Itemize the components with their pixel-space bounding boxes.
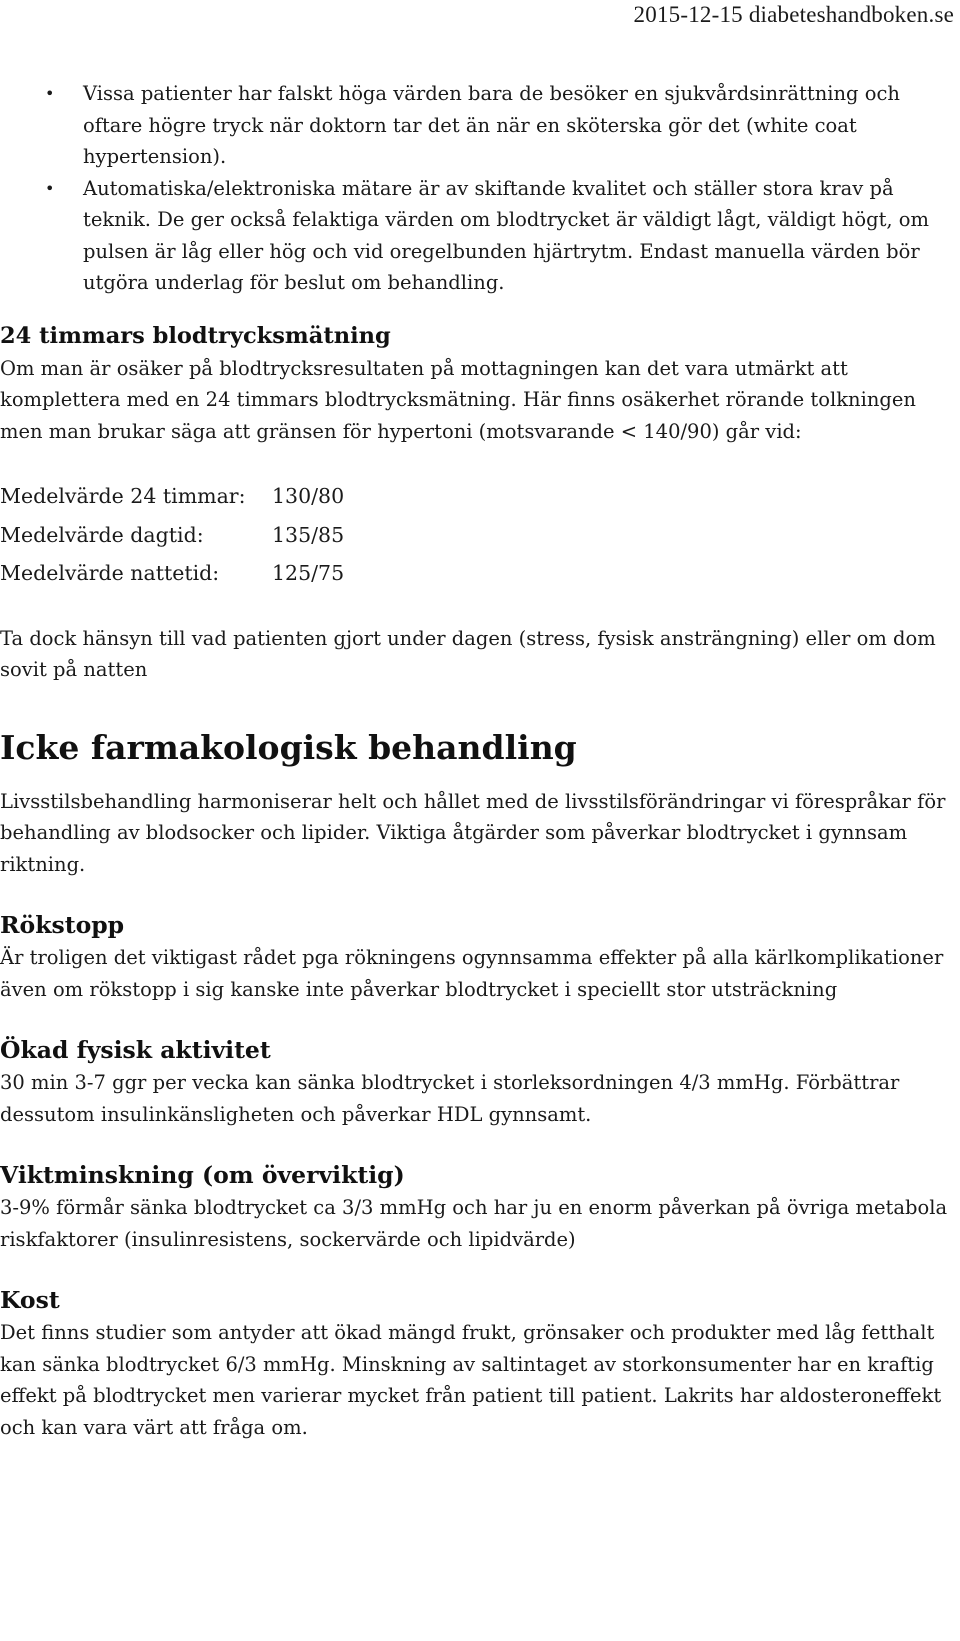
paragraph-kost: Det finns studier som antyder att ökad mängd frukt, grönsaker och produkter med låg fetthalt kan sänka blodtrycket 6/3 mmHg. Minskning av saltintaget av storkonsumenter har en kraftig effekt på blodtrycket men varierar mycket från patient till patient. Lakrits har aldosteroneffekt och kan vara värt att fråga om. (0, 1321, 942, 1439)
measurement-label: Medelvärde dagtid: (0, 522, 204, 547)
paragraph-fysisk-aktivitet: 30 min 3-7 ggr per vecka kan sänka blodtrycket i storleksordningen 4/3 mmHg. Förbättrar dessutom insulinkänsligheten och påverkar HDL gynnsamt. (0, 1071, 900, 1126)
measurement-label: Medelvärde nattetid: (0, 561, 220, 585)
bullet-item: • Vissa patienter har falskt höga värden bara de besöker en sjukvårdsinrättning och oftare högre tryck när doktorn tar det än när en sköterska gör det (white coat hypertension). (45, 78, 950, 173)
document-body (0, 78, 950, 1443)
measurement-value: 135/85 (272, 522, 345, 547)
measurement-row (0, 477, 950, 516)
subheading-fysisk-aktivitet: Ökad fysisk aktivitet (0, 1036, 271, 1064)
subheading-viktminskning: Viktminskning (om överviktig) (0, 1161, 405, 1189)
subheading-rokstopp: Rökstopp (0, 911, 125, 939)
paragraph-rokstopp: Är troligen det viktigast rådet pga rökningens ogynnsamma effekter på alla kärlkomplikationer även om rökstopp i sig kanske inte påverkar blodtrycket i speciellt stor utsträckning (0, 946, 944, 1001)
page-header: 2015-12-15 diabeteshandboken.se (633, 2, 954, 27)
measurement-value: 130/80 (272, 484, 345, 508)
measurement-values-list (0, 477, 950, 593)
subheading-kost: Kost (0, 1286, 60, 1314)
measurement-intro: Om man är osäker på blodtrycksresultaten på mottagningen kan det vara utmärkt att komplettera med en 24 timmars blodtrycksmätning. Här finns osäkerhet rörande tolkningen men man brukar säga att gränsen för hypertoni (motsvarande < 140/90) går vid: (0, 356, 916, 443)
section-heading-nonpharma: Icke farmakologisk behandling (0, 727, 577, 767)
bullet-item: • Automatiska/elektroniska mätare är av skiftande kvalitet och ställer stora krav på teknik. De ger också felaktiga värden om blodtrycket är väldigt lågt, väldigt högt, om pulsen är låg eller hög och vid oregelbunden hjärtrytm. Endast manuella värden bör utgöra underlag för beslut om behandling. (45, 173, 950, 299)
measurement-label: Medelvärde 24 timmar: (0, 484, 246, 508)
measurement-note: Ta dock hänsyn till vad patienten gjort under dagen (stress, fysisk ansträngning) eller om dom sovit på natten (0, 626, 936, 681)
bullet-list (45, 78, 950, 299)
nonpharma-intro: Livsstilsbehandling harmoniserar helt och hållet med de livsstilsförändringar vi förespråkar för behandling av blodsocker och lipider. Viktiga åtgärder som påverkar blodtrycket i gynnsam riktning. (0, 789, 946, 876)
measurement-row (0, 554, 950, 593)
section-heading-24h-measurement: 24 timmars blodtrycksmätning (0, 322, 391, 349)
measurement-row (0, 516, 950, 555)
measurement-value: 125/75 (272, 561, 345, 585)
paragraph-viktminskning: 3-9% förmår sänka blodtrycket ca 3/3 mmHg och har ju en enorm påverkan på övriga metabola riskfaktorer (insulinresistens, sockervärde och lipidvärde) (0, 1196, 948, 1251)
